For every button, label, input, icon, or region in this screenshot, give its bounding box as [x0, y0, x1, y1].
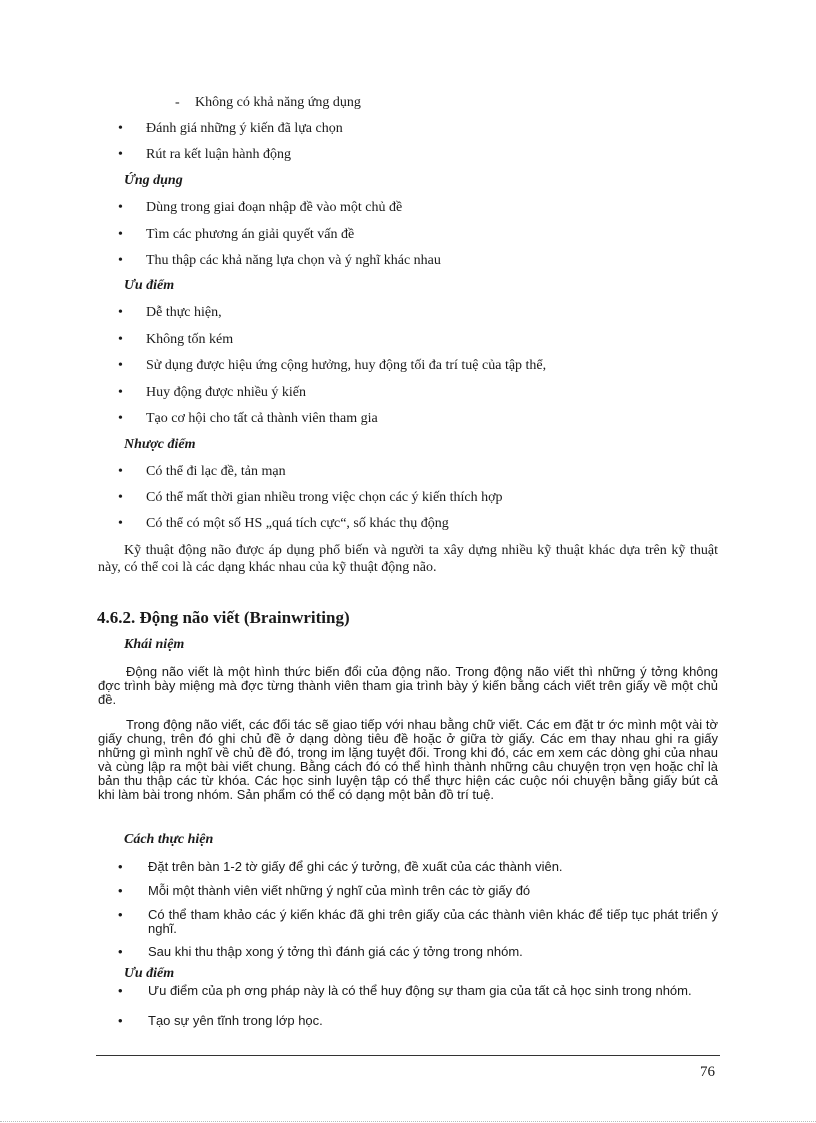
list-item	[118, 908, 718, 936]
bullet-icon: •	[118, 305, 123, 320]
bullet-icon: •	[118, 907, 123, 922]
bullet-icon: •	[118, 490, 123, 505]
list-item-text: Sau khi thu thập xong ý tởng thì đánh giá các ý tởng trong nhóm.	[148, 944, 523, 959]
list-item-text: Không tốn kém	[146, 332, 234, 347]
bullet-icon: •	[118, 385, 123, 400]
bullet-icon: •	[118, 944, 123, 959]
list-item-text: Tạo sự yên tĩnh trong lớp học.	[148, 1013, 323, 1028]
list-item	[118, 884, 718, 898]
subheading-nhuoc-diem: Nhược điểm	[124, 437, 196, 452]
list-item-text: Mỗi một thành viên viết những ý nghĩ của mình trên các tờ giấy đó	[148, 883, 531, 898]
page-bottom-border	[0, 1121, 816, 1122]
list-item-text: Có thể mất thời gian nhiều trong việc chọn các ý kiến thích hợp	[146, 490, 503, 505]
list-item-text: Dễ thực hiện,	[146, 305, 222, 320]
list-item-text: Đặt trên bàn 1-2 tờ giấy để ghi các ý tưởng, đề xuất của các thành viên.	[148, 859, 563, 874]
dash-item-text: Không có khả năng ứng dụng	[195, 95, 361, 110]
bullet-icon: •	[118, 464, 123, 479]
subheading-cach-thuc-hien: Cách thực hiện	[124, 832, 214, 847]
bullet-icon: •	[118, 411, 123, 426]
bullet-icon: •	[118, 358, 123, 373]
subheading-uu-diem-2: Ưu điểm	[124, 966, 175, 981]
bullet-icon: •	[118, 121, 123, 136]
list-item-text: Rút ra kết luận hành động	[146, 147, 292, 162]
list-item-text: Dùng trong giai đoạn nhập đề vào một chủ đề	[146, 200, 403, 215]
list-item-text: Tìm các phương án giải quyết vấn đề	[146, 227, 355, 242]
list-item	[118, 945, 718, 959]
bullet-icon: •	[118, 1013, 123, 1028]
list-item	[118, 1014, 718, 1028]
bullet-icon: •	[118, 516, 123, 531]
dash-list-item	[175, 95, 361, 111]
list-item-text: Đánh giá những ý kiến đã lựa chọn	[146, 121, 343, 136]
subheading-uu-diem: Ưu điểm	[124, 278, 175, 293]
list-item-text: Thu thập các khả năng lựa chọn và ý nghĩ khác nhau	[146, 253, 441, 268]
page-number: 76	[700, 1064, 715, 1080]
list-item-text: Ưu điểm của ph ơng pháp này là có thể huy động sự tham gia của tất cả học sinh trong nhóm.	[148, 983, 692, 998]
subheading-ung-dung: Ứng dụng	[124, 173, 183, 188]
paragraph: Kỹ thuật động não được áp dụng phổ biến và người ta xây dựng nhiều kỹ thuật khác dựa trên kỹ thuật này, có thể coi là các dạng khác nhau của kỹ thuật động não.	[98, 543, 718, 575]
paragraph: Trong động não viết, các đối tác sẽ giao tiếp với nhau bằng chữ viết. Các em đặt tr ớc mình một vài tờ giấy chung, trên đó ghi chủ đề ở dạng dòng tiêu đề hoặc ở giữa tờ giấy. Các em thay nhau ghi ra giấy những gì mình nghĩ về chủ đề đó, trong im lặng tuyệt đối. Trong khi đó, các em xem các dòng ghi của nhau và cùng lập ra một bài viết chung. Bằng cách đó có thể hình thành những câu chuyện trọn vẹn hoặc chỉ là bản thu thập các từ khóa. Các học sinh luyện tập có thể thực hiện các cuộc nói chuyện bằng giấy bút cả khi làm bài trong nhóm. Sản phẩm có thể có dạng một bản đồ trí tuệ.	[98, 717, 718, 802]
list-item-text: Có thể đi lạc đề, tản mạn	[146, 464, 286, 479]
list-item-text: Sử dụng được hiệu ứng cộng hưởng, huy động tối đa trí tuệ của tập thể,	[146, 358, 547, 373]
subheading-khai-niem: Khái niệm	[124, 637, 185, 652]
list-item-text: Huy động được nhiều ý kiến	[146, 385, 307, 400]
bullet-icon: •	[118, 859, 123, 874]
section-heading: 4.6.2. Động não viết (Brainwriting)	[97, 608, 350, 627]
bullet-icon: •	[118, 227, 123, 242]
bullet-icon: •	[118, 983, 123, 998]
list-item-text: Tạo cơ hội cho tất cả thành viên tham gia	[146, 411, 378, 426]
bullet-icon: •	[118, 253, 123, 268]
list-item	[118, 860, 718, 874]
bullet-icon: •	[118, 200, 123, 215]
list-item-text: Có thể có một số HS „quá tích cực“, số khác thụ động	[146, 516, 449, 531]
bullet-icon: •	[118, 147, 123, 162]
bullet-icon: •	[118, 883, 123, 898]
footer-divider	[96, 1055, 720, 1056]
list-item-text: Có thể tham khảo các ý kiến khác đã ghi trên giấy của các thành viên khác để tiếp tục phát triển ý nghĩ.	[148, 907, 718, 936]
bullet-icon: •	[118, 332, 123, 347]
list-item	[118, 984, 718, 998]
dash-marker: -	[175, 95, 180, 110]
paragraph: Động não viết là một hình thức biến đổi của động não. Trong động não viết thì những ý tởng không đợc trình bày miệng mà đợc từng thành viên tham gia trình bày ý kiến bằng cách viết trên giấy về một chủ đề.	[98, 664, 718, 707]
